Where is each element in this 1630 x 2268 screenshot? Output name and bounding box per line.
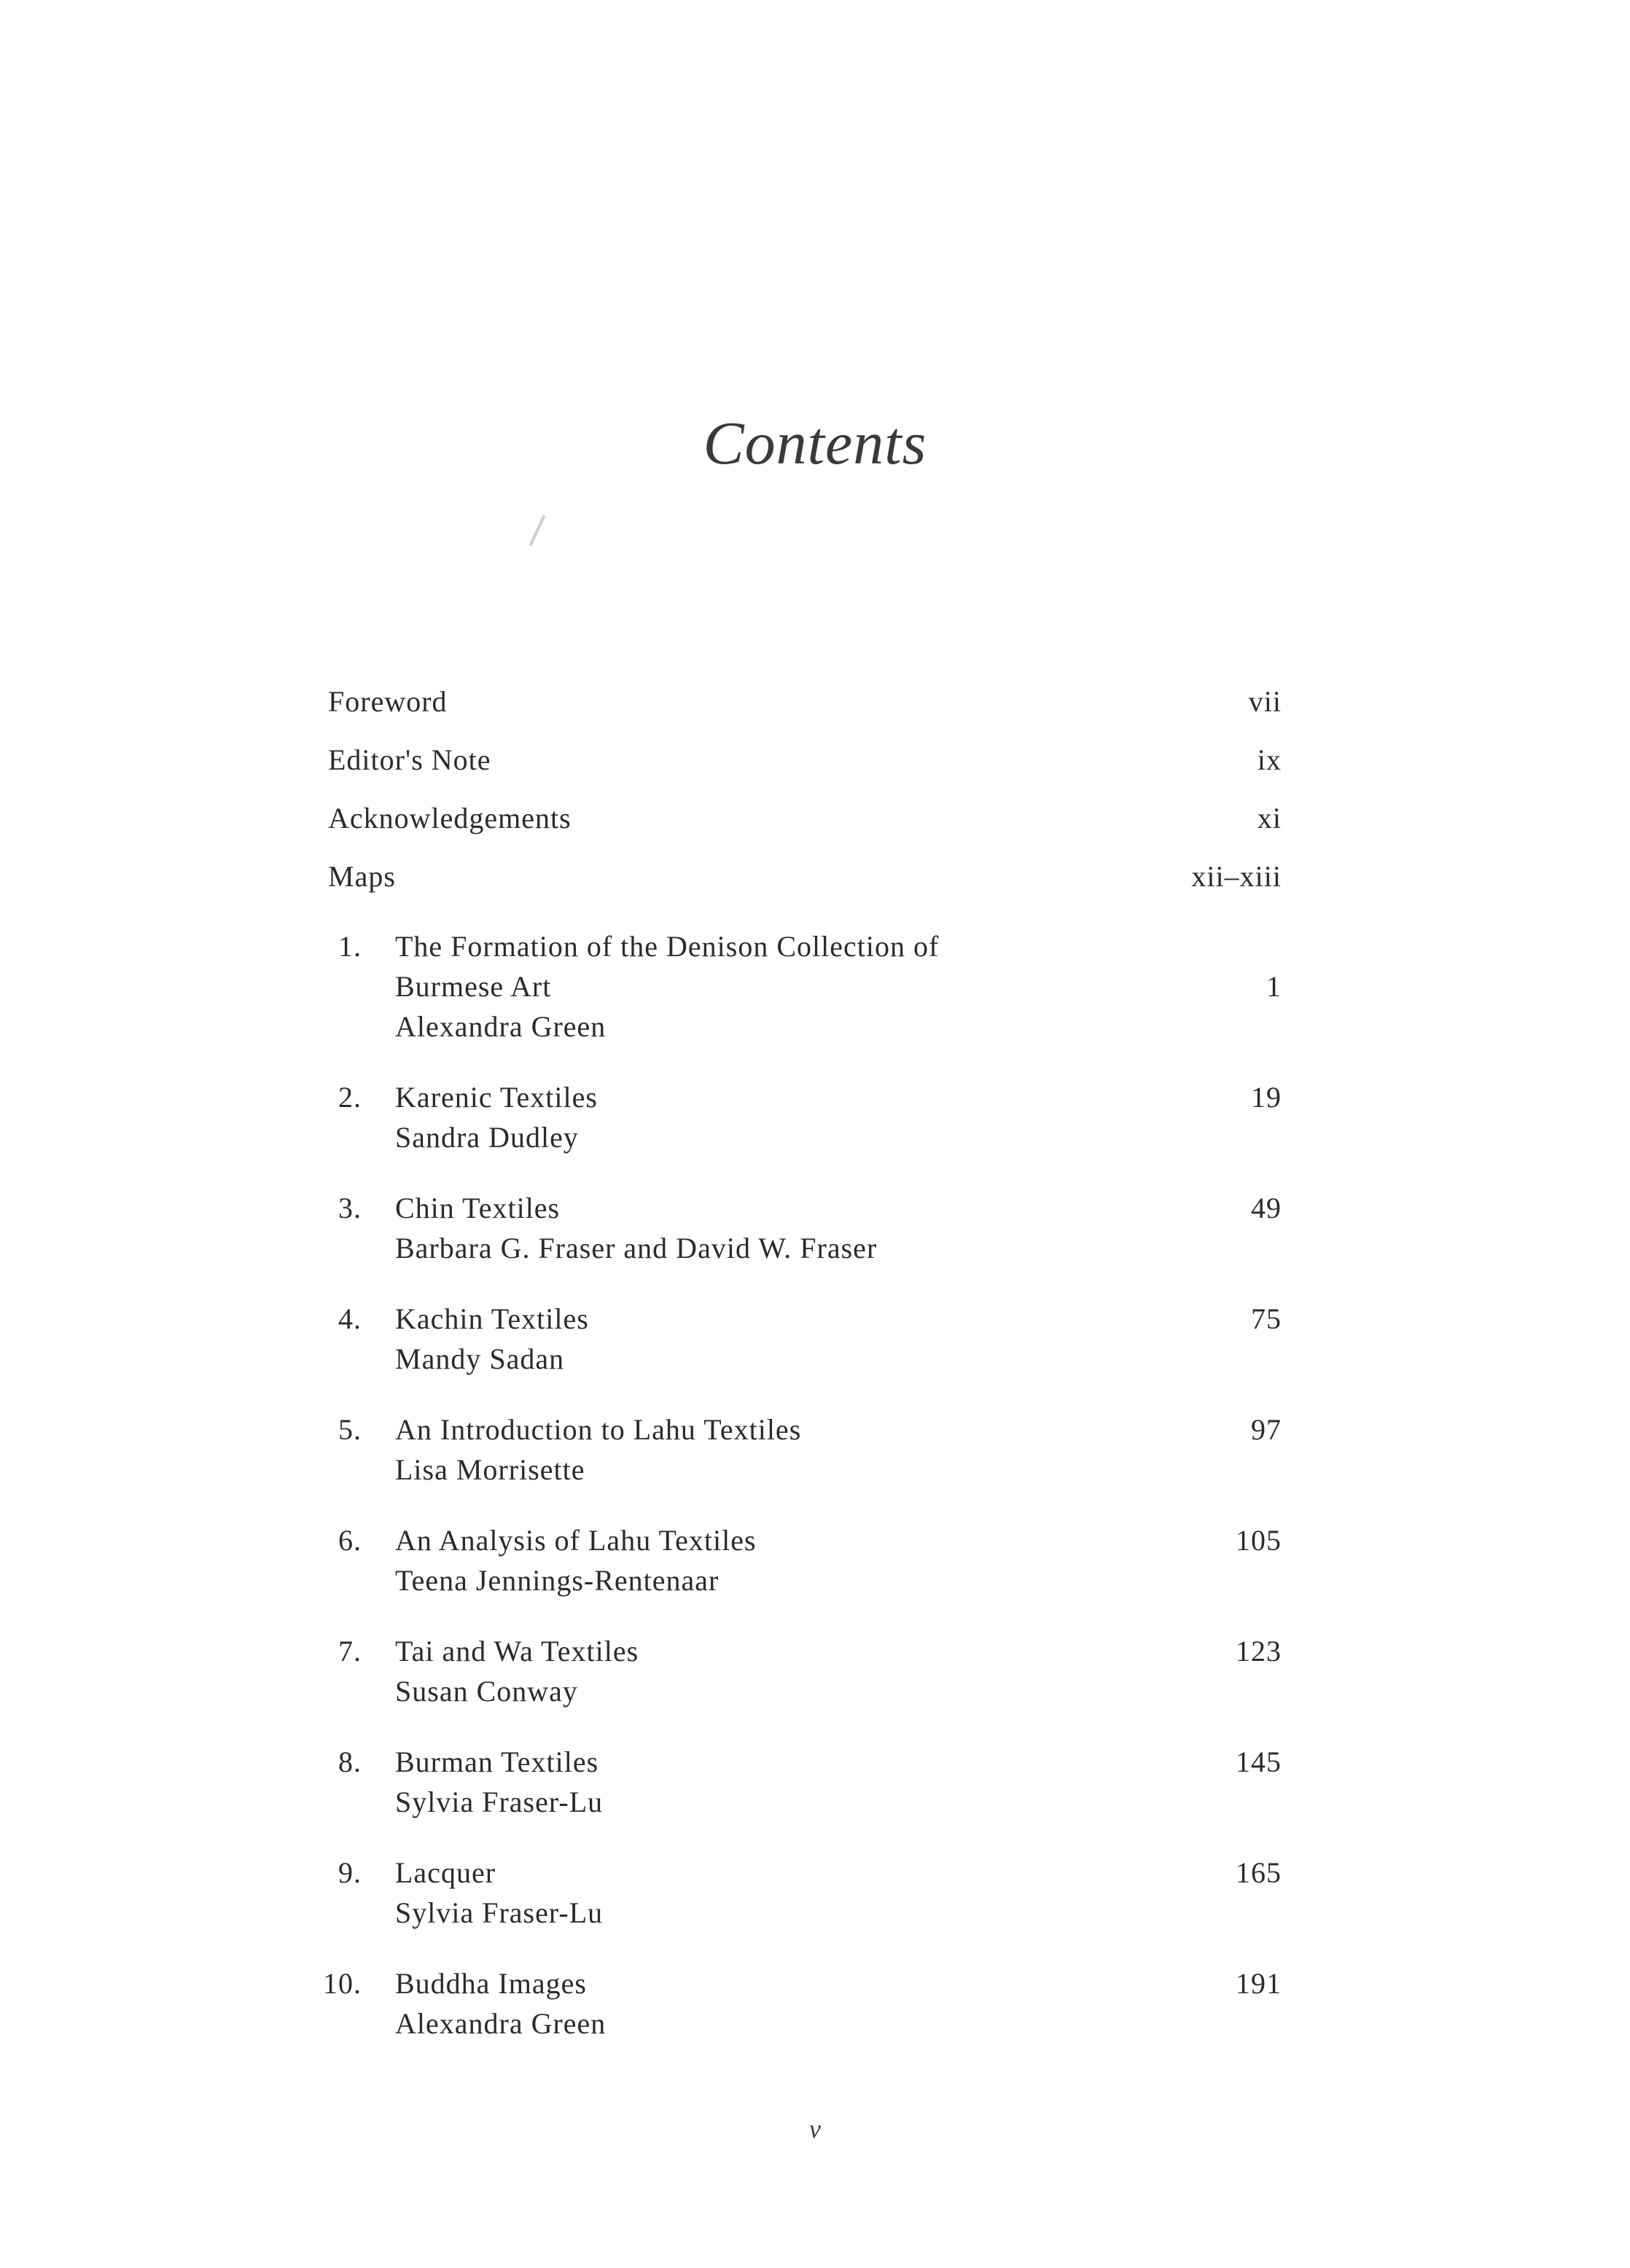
- toc-entry-page: ix: [1257, 743, 1282, 776]
- chapter-author: Alexandra Green: [395, 1010, 607, 1043]
- chapter-page: 123: [1236, 1635, 1282, 1667]
- chapter-number: 10.: [323, 1967, 362, 2000]
- chapter-number: 2.: [338, 1081, 362, 1114]
- chapter-title-line: Tai and Wa Textiles: [395, 1635, 639, 1667]
- chapter-author: Teena Jennings-Rentenaar: [395, 1564, 720, 1597]
- chapter-page: 165: [1236, 1856, 1282, 1889]
- chapter-title-line: Burman Textiles: [395, 1745, 599, 1778]
- chapter-title-line: Karenic Textiles: [395, 1081, 598, 1114]
- chapter-page: 1: [1266, 970, 1282, 1003]
- chapter-number: 7.: [338, 1635, 362, 1667]
- chapter-number: 9.: [338, 1856, 362, 1889]
- toc-entry-page: vii: [1248, 685, 1282, 718]
- toc-entry-foreword[interactable]: [328, 681, 1282, 722]
- chapter-page: 191: [1236, 1967, 1282, 2000]
- chapter-author: Sylvia Fraser-Lu: [395, 1896, 604, 1929]
- chapter-author: Barbara G. Fraser and David W. Fraser: [395, 1232, 878, 1264]
- chapter-author: Mandy Sadan: [395, 1342, 565, 1375]
- chapter-title-line: An Introduction to Lahu Textiles: [395, 1413, 802, 1446]
- toc-entry-label: Maps: [328, 860, 396, 893]
- chapter-page: 145: [1236, 1745, 1282, 1778]
- chapter-title-line: Chin Textiles: [395, 1192, 561, 1224]
- chapter-page: 19: [1251, 1081, 1282, 1114]
- toc-entry-label: Editor's Note: [328, 743, 491, 776]
- chapter-title-line: Buddha Images: [395, 1967, 587, 2000]
- chapter-title-line: An Analysis of Lahu Textiles: [395, 1524, 757, 1557]
- toc-entry-acknowledgements[interactable]: [328, 798, 1282, 839]
- chapter-page: 49: [1251, 1192, 1282, 1224]
- chapter-author: Susan Conway: [395, 1675, 578, 1708]
- toc-entry-label: Acknowledgements: [328, 802, 572, 834]
- chapter-number: 5.: [338, 1413, 362, 1446]
- chapter-page: 75: [1251, 1302, 1282, 1335]
- toc-entry-page: xi: [1257, 802, 1282, 834]
- chapter-page: 105: [1236, 1524, 1282, 1557]
- chapter-title-line: The Formation of the Denison Collection of: [395, 930, 940, 963]
- chapter-author: Sandra Dudley: [395, 1121, 579, 1154]
- toc-entry-maps[interactable]: [328, 856, 1282, 897]
- chapter-number: 3.: [338, 1192, 362, 1224]
- toc-entry-label: Foreword: [328, 685, 448, 718]
- chapter-title-line: Lacquer: [395, 1856, 496, 1889]
- chapter-author: Alexandra Green: [395, 2007, 607, 2040]
- chapter-page: 97: [1251, 1413, 1282, 1446]
- chapter-author: Lisa Morrisette: [395, 1453, 585, 1486]
- chapter-number: 1.: [338, 930, 362, 963]
- table-of-contents: [323, 0, 1282, 2268]
- chapter-title-line: Burmese Art: [395, 970, 552, 1003]
- chapter-number: 6.: [338, 1524, 362, 1557]
- toc-entry-editors-note[interactable]: [328, 740, 1282, 781]
- chapter-author: Sylvia Fraser-Lu: [395, 1786, 604, 1818]
- toc-entry-page: xii–xiii: [1191, 860, 1282, 893]
- chapter-number: 4.: [338, 1302, 362, 1335]
- chapter-number: 8.: [338, 1745, 362, 1778]
- page-folio: v: [809, 2114, 821, 2143]
- chapter-title-line: Kachin Textiles: [395, 1302, 589, 1335]
- page-title: Contents: [703, 410, 927, 477]
